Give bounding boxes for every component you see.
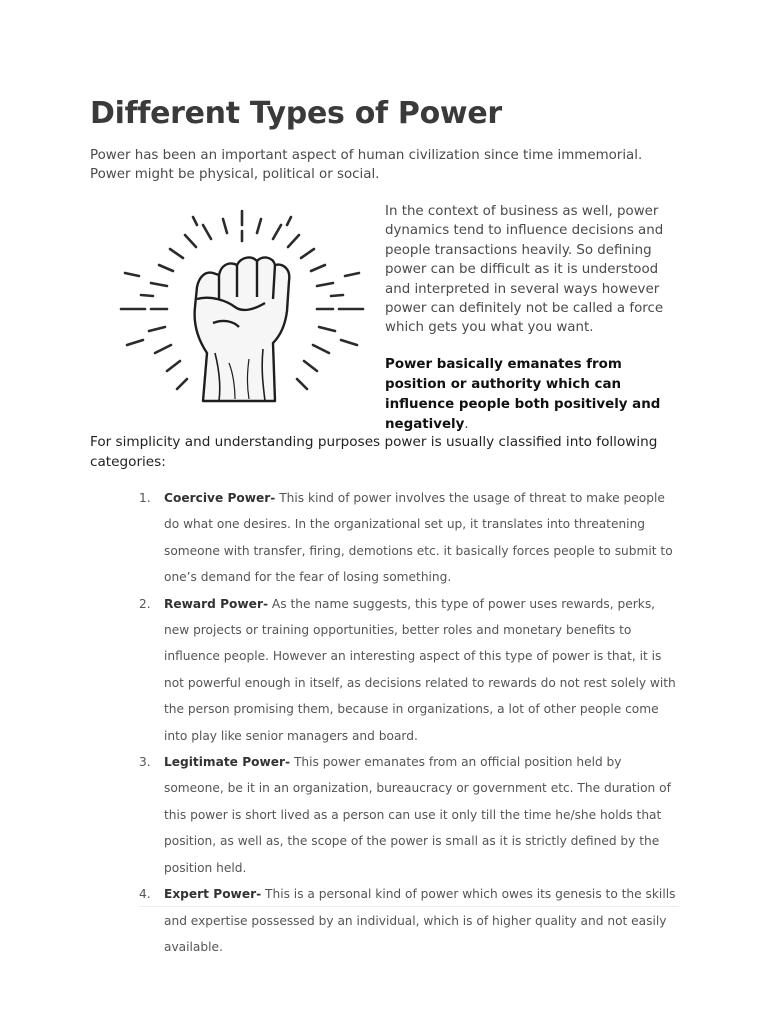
type-term: Legitimate Power- <box>164 755 291 770</box>
page-title: Different Types of Power <box>90 96 502 131</box>
emphasis-paragraph <box>385 355 685 435</box>
fist-shape <box>195 258 290 401</box>
type-description: As the name suggests, this type of power uses rewards, perks, new projects or training opportunities, better roles and monetary benefits to influence people. However an interesting aspect of this type of power is that, it is not powerful enough in itself, as decisions related to rewards do not rest solely with the person promising them, because in organizations, a lot of other people come into play like senior managers and board. <box>164 596 676 743</box>
list-number: 1. <box>139 491 151 505</box>
raised-fist-icon <box>115 203 365 408</box>
emphasis-suffix: . <box>464 416 469 432</box>
list-number: 4. <box>139 887 151 902</box>
type-description: This is a personal kind of power which owes its genesis to the skills and expertise possessed by an individual, which is of higher quality and not easily available. <box>164 887 676 954</box>
type-description: This kind of power involves the usage of threat to make people do what one desires. In the organizational set up, it translates into threatening someone with transfer, firing, demotions etc. it basically forces people to submit to one’s demand for the fear of losing something. <box>164 491 673 585</box>
context-column <box>385 202 685 435</box>
classification-intro: For simplicity and understanding purposes power is usually classified into following categories: <box>90 434 658 470</box>
type-term: Reward Power- <box>164 596 269 611</box>
list-number: 3. <box>139 755 151 770</box>
emphasis-text: Power basically emanates from position or authority which can influence people both positively and negatively <box>385 356 661 432</box>
intro-paragraph: Power has been an important aspect of human civilization since time immemorial. Power might be physical, political or social. <box>90 148 643 182</box>
list-item <box>139 485 679 591</box>
type-term: Expert Power- <box>164 887 262 902</box>
list-item <box>139 591 679 749</box>
list-item <box>139 749 679 881</box>
type-description: This power emanates from an official position held by someone, be it in an organization, bureaucracy or government etc. The duration of this power is short lived as a person can use it only till the time he/she holds that position, as well as, the scope of the power is small as it is strictly defined by the position held. <box>164 755 671 875</box>
content-divider <box>139 906 679 907</box>
power-types-list <box>139 485 679 960</box>
list-number: 2. <box>139 596 151 611</box>
type-term: Coercive Power- <box>164 491 276 505</box>
list-item <box>139 881 679 960</box>
context-paragraph: In the context of business as well, power dynamics tend to influence decisions and people transactions heavily. So defining power can be difficult as it is understood and interpreted in several ways however power can definitely not be called a force which gets you what you want. <box>385 204 664 336</box>
